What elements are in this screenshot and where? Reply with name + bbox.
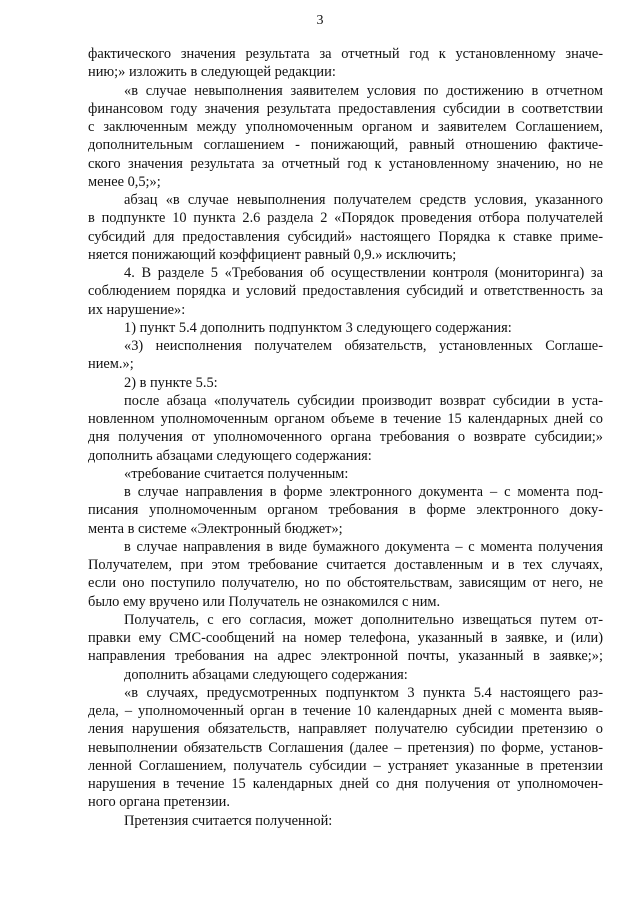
text-line: дня получения от уполномоченного органа требования о возврате субсидии;» (88, 429, 603, 446)
text-line: дополнительным соглашением - понижающий, равный отношению фактиче- (88, 137, 603, 154)
text-line: 1) пункт 5.4 дополнить подпунктом 3 следующего содержания: (124, 319, 512, 336)
text-line: ного органа претензии. (88, 794, 230, 811)
text-line: направления требования на адрес электронной почты, указанный в заявке;»; (88, 648, 603, 665)
text-line: нием.»; (88, 356, 134, 373)
text-line: ленной Соглашением, получатель субсидии – устраняет указанные в претензии (88, 757, 603, 774)
text-line: менее 0,5;»; (88, 173, 161, 190)
text-line: субсидий для предоставления субсидий» настоящего Порядка к ставке приме- (88, 228, 603, 245)
text-line: абзац «в случае невыполнения получателем средств условия, указанного (124, 192, 603, 208)
document-body (88, 45, 603, 830)
text-line: их нарушение»: (88, 301, 186, 318)
text-line: 4. В разделе 5 «Требования об осуществлении контроля (мониторинга) за (124, 265, 603, 281)
text-line: если оно поступило получателю, но по обстоятельствам, зависящим от него, не (88, 575, 603, 592)
text-line: финансовом году значения результата предоставления субсидии в соответствии (88, 100, 603, 117)
text-line: правки ему СМС-сообщений на номер телефона, указанный в заявке, и (или) (88, 630, 603, 646)
text-line: дополнить абзацами следующего содержания: (88, 447, 372, 464)
text-line: дела, – уполномоченный орган в течение 10 календарных дней с момента выяв- (88, 703, 603, 719)
text-line: «в случаях, предусмотренных подпунктом 3 пункта 5.4 настоящего раз- (124, 684, 603, 701)
text-line: в случае направления в форме электронного документа – с момента под- (124, 484, 603, 500)
text-line: Получателем, при этом требование считается доставленным и в тех случаях, (88, 557, 603, 573)
text-line: в подпункте 10 пункта 2.6 раздела 2 «Порядок проведения отбора получателей (88, 210, 603, 227)
text-line: мента в системе «Электронный бюджет»; (88, 520, 343, 537)
text-line: писания уполномоченным органом требования в форме электронного доку- (88, 502, 603, 519)
text-line: невыполнении обязательств Соглашения (далее – претензия) по форме, установ- (88, 739, 603, 756)
text-line: фактического значения результата за отчетный год к установленному значе- (88, 46, 603, 62)
text-line: в случае направления в виде бумажного документа – с момента получения (124, 538, 603, 555)
text-line: нию;» изложить в следующей редакции: (88, 64, 336, 81)
page-number: 3 (316, 13, 324, 28)
text-line: дополнить абзацами следующего содержания: (124, 666, 408, 683)
text-line: с заключенным между уполномоченным органом и заявителем Соглашением, (88, 119, 603, 135)
text-line: после абзаца «получатель субсидии производит возврат субсидии в уста- (124, 392, 603, 409)
text-line: ления нарушения обязательств, направляет получателю субсидии претензию о (88, 721, 603, 738)
text-line: «3) неисполнения получателем обязательств, установленных Соглаше- (124, 338, 603, 354)
text-line: 2) в пункте 5.5: (124, 374, 218, 391)
text-line: было ему вручено или Получатель не ознакомился с ним. (88, 593, 441, 610)
text-line: нарушения в течение 15 календарных дней со дня получения от уполномочен- (88, 776, 603, 792)
text-line: Претензия считается полученной: (124, 812, 333, 829)
text-line: Получатель, с его согласия, может дополнительно извещаться путем от- (124, 611, 603, 628)
text-line: новленном уполномоченным органом объеме в течение 15 календарных дней со (88, 411, 603, 427)
text-line: ского значения результата за отчетный год к установленному значению, но не (88, 155, 603, 172)
text-line: «требование считается полученным: (124, 465, 349, 482)
text-line: няется понижающий коэффициент равный 0,9.» исключить; (88, 246, 457, 263)
text-line: «в случае невыполнения заявителем условия по достижению в отчетном (124, 82, 603, 99)
text-line: соблюдением порядка и условий предоставления субсидий и ответственность за (88, 283, 603, 300)
